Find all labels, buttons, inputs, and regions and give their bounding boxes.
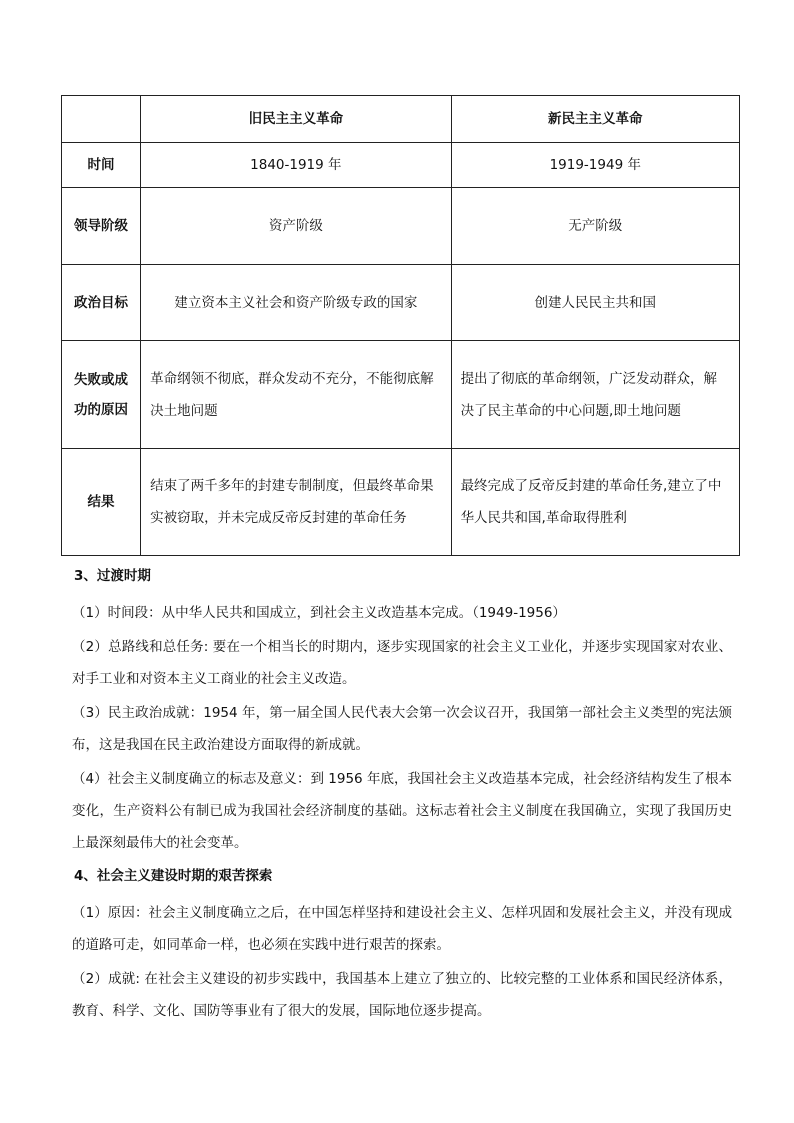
row-label-political-goal: 政治目标 [62,265,141,341]
cell-new-result: 最终完成了反帝反封建的革命任务,建立了中华人民共和国,革命取得胜利 [451,449,739,556]
table-row-political-goal [62,265,740,341]
cell-new-political-goal: 创建人民民主共和国 [451,265,739,341]
cell-new-reasons: 提出了彻底的革命纲领，广泛发动群众，解决了民主革命的中心问题,即土地问题 [451,341,739,449]
row-label-time: 时间 [62,143,141,188]
table-row-leadership [62,188,740,265]
header-old-revolution: 旧民主主义革命 [141,96,451,143]
cell-old-reasons: 革命纲领不彻底，群众发动不充分，不能彻底解决土地问题 [141,341,451,449]
header-new-revolution: 新民主主义革命 [451,96,739,143]
cell-new-leadership: 无产阶级 [451,188,739,265]
cell-new-time: 1919-1949 年 [451,143,739,188]
row-label-reasons: 失败或成功的原因 [62,341,141,449]
cell-old-leadership: 资产阶级 [141,188,451,265]
cell-old-time: 1840-1919 年 [141,143,451,188]
table-header-row [62,96,740,143]
table-row-time [62,143,740,188]
section-4-item-2: （2）成就: 在社会主义建设的初步实践中，我国基本上建立了独立的、比较完整的工业体系和国民经济体系，教育、科学、文化、国防等事业有了很大的发展，国际地位逐步提高。 [72,971,732,1019]
section-3-item-3: （3）民主政治成就：1954 年，第一届全国人民代表大会第一次会议召开，我国第一部社会主义类型的宪法颁布，这是我国在民主政治建设方面取得的新成就。 [72,705,732,753]
table-row-result [62,449,740,556]
cell-old-political-goal: 建立资本主义社会和资产阶级专政的国家 [141,265,451,341]
section-4-item-1: （1）原因：社会主义制度确立之后，在中国怎样坚持和建设社会主义、怎样巩固和发展社会主义，并没有现成的道路可走，如同革命一样，也必须在实践中进行艰苦的探索。 [72,905,732,953]
table-row-reasons [62,341,740,449]
text-content [72,565,732,1029]
row-label-result: 结果 [62,449,141,556]
header-empty-cell [62,96,141,143]
revolution-comparison-table [61,95,740,556]
section-3-item-4: （4）社会主义制度确立的标志及意义：到 1956 年底，我国社会主义改造基本完成，社会经济结构发生了根本变化，生产资料公有制已成为我国社会经济制度的基础。这标志着社会主义制度在我国确立，实现了我国历史上最深刻最伟大的社会变革。 [72,771,732,851]
section-4-title: 4、社会主义建设时期的艰苦探索 [74,868,273,884]
section-3-title: 3、过渡时期 [74,568,151,584]
section-3-item-2: （2）总路线和总任务: 要在一个相当长的时期内，逐步实现国家的社会主义工业化，并逐步实现国家对农业、对手工业和对资本主义工商业的社会主义改造。 [72,639,732,687]
cell-old-result: 结束了两千多年的封建专制制度，但最终革命果实被窃取，并未完成反帝反封建的革命任务 [141,449,451,556]
section-3-item-1: （1）时间段：从中华人民共和国成立，到社会主义改造基本完成。（1949-1956） [72,605,566,621]
row-label-leadership: 领导阶级 [62,188,141,265]
